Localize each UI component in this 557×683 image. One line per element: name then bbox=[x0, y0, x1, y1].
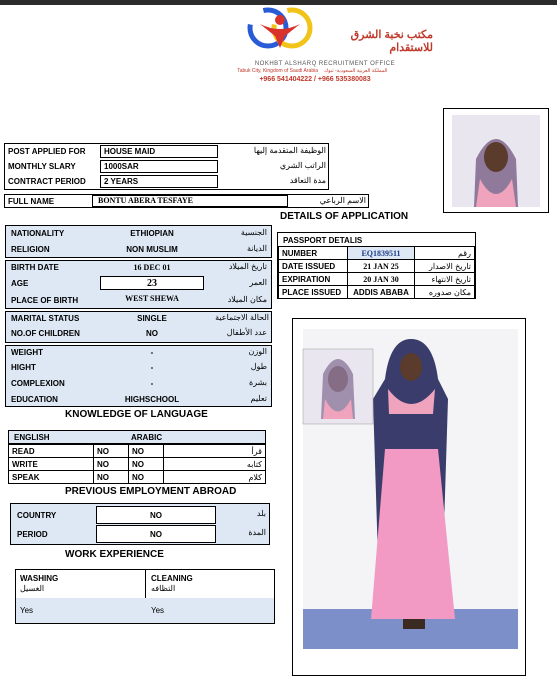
language-speak-label-ar: كلام bbox=[164, 471, 266, 484]
employment-period-label: PERIOD bbox=[17, 530, 48, 539]
passport-number-label-ar: رقم bbox=[415, 247, 475, 260]
marital-status-value: SINGLE bbox=[137, 314, 167, 323]
religion-value: NON MUSLIM bbox=[126, 245, 178, 254]
top-bar bbox=[0, 0, 557, 5]
experience-washing-label-ar: الغسيل bbox=[20, 584, 45, 593]
salary-label: MONTHLY SLARY bbox=[8, 162, 76, 171]
experience-washing-label: WASHING bbox=[20, 574, 59, 583]
complexion-label-ar: بشرة bbox=[249, 378, 267, 387]
company-name-en: NOKHBT ALSHARQ RECRUITMENT OFFICE bbox=[254, 61, 396, 67]
height-label: HIGHT bbox=[11, 363, 36, 372]
age-label: AGE bbox=[11, 279, 29, 288]
details-title: DETAILS OF APPLICATION bbox=[280, 211, 409, 222]
children-label-ar: عدد الأطفال bbox=[226, 328, 267, 337]
place-of-birth-value: WEST SHEWA bbox=[125, 294, 179, 303]
passport-row bbox=[279, 286, 475, 299]
place-of-birth-label: PLACE OF BIRTH bbox=[11, 296, 79, 305]
age-value: 23 bbox=[147, 278, 157, 289]
company-name-ar: مكتب نخبة الشرق للاستقدام bbox=[350, 29, 433, 54]
employment-period-value: NO bbox=[150, 530, 162, 539]
weight-value: - bbox=[150, 348, 154, 357]
education-label-ar: تعليم bbox=[250, 394, 267, 403]
language-col-arabic: ARABIC bbox=[131, 433, 163, 442]
marital-status-label: MARITAL STATUS bbox=[11, 314, 80, 323]
language-read-label-ar: قرأ bbox=[164, 445, 266, 458]
salary-value: 1000SAR bbox=[104, 162, 139, 171]
full-name-label-ar: الاسم الرباعي bbox=[319, 196, 366, 205]
language-speak-arabic: NO bbox=[129, 471, 164, 484]
passport-row bbox=[279, 260, 475, 273]
experience-cleaning-label: CLEANING bbox=[151, 574, 193, 583]
language-speak-label: SPEAK bbox=[9, 471, 94, 484]
employment-country-label: COUNTRY bbox=[17, 511, 57, 520]
language-row bbox=[9, 471, 266, 484]
full-name-value: BONTU ABERA TESFAYE bbox=[98, 196, 193, 205]
employment-country-value: NO bbox=[150, 511, 162, 520]
education-value: HIGHSCHOOL bbox=[124, 395, 180, 404]
marital-status-label-ar: الحالة الاجتماعية bbox=[215, 313, 269, 322]
passport-title: PASSPORT DETALIS bbox=[283, 236, 363, 245]
education-label: EDUCATION bbox=[11, 395, 58, 404]
language-table bbox=[8, 444, 266, 484]
complexion-value: - bbox=[150, 379, 154, 388]
language-write-label-ar: كتابه bbox=[164, 458, 266, 471]
place-of-birth-label-ar: مكان الميلاد bbox=[227, 295, 267, 304]
passport-row bbox=[279, 273, 475, 286]
nationality-value: ETHIOPIAN bbox=[130, 229, 174, 238]
passport-number-value: EQ1839511 bbox=[348, 247, 415, 260]
passport-issued-value: 21 JAN 25 bbox=[348, 260, 415, 273]
full-name-label: FULL NAME bbox=[8, 197, 55, 206]
religion-label: RELIGION bbox=[11, 245, 50, 254]
religion-label-ar: الديانة bbox=[246, 244, 267, 253]
contract-label: CONTRACT PERIOD bbox=[8, 177, 86, 186]
address-ar: المملكة العربية السعودية- تبوك bbox=[324, 68, 388, 74]
language-row bbox=[9, 458, 266, 471]
height-value: - bbox=[150, 363, 154, 372]
language-write-label: WRITE bbox=[9, 458, 94, 471]
post-value: HOUSE MAID bbox=[104, 147, 156, 156]
woman-portrait-icon bbox=[444, 109, 548, 212]
children-label: NO.OF CHILDREN bbox=[11, 329, 80, 338]
passport-row bbox=[279, 247, 475, 260]
woman-full-body-icon bbox=[293, 319, 525, 675]
post-label: POST APPLIED FOR bbox=[8, 147, 86, 156]
experience-title: WORK EXPERIENCE bbox=[65, 549, 164, 560]
contract-label-ar: مدة التعاقد bbox=[289, 176, 326, 185]
passport-issued-label: DATE ISSUED bbox=[279, 260, 348, 273]
language-speak-english: NO bbox=[94, 471, 129, 484]
experience-cleaning-label-ar: التظافه bbox=[151, 584, 176, 593]
contract-value: 2 YEARS bbox=[104, 177, 139, 186]
nationality-label: NATIONALITY bbox=[11, 229, 65, 238]
weight-label: WEIGHT bbox=[11, 348, 43, 357]
passport-issued-label-ar: تاريخ الاصدار bbox=[415, 260, 475, 273]
employment-period-label-ar: المدة bbox=[248, 528, 266, 537]
height-label-ar: طول bbox=[250, 362, 267, 371]
employment-title: PREVIOUS EMPLOYMENT ABROAD bbox=[65, 486, 237, 497]
profile-photo bbox=[443, 108, 549, 213]
language-row bbox=[9, 445, 266, 458]
passport-place-label: PLACE ISSUED bbox=[279, 286, 348, 299]
language-write-arabic: NO bbox=[129, 458, 164, 471]
birth-date-label: BIRTH DATE bbox=[11, 263, 59, 272]
passport-table bbox=[278, 246, 475, 299]
language-read-arabic: NO bbox=[129, 445, 164, 458]
passport-expiration-label: EXPIRATION bbox=[279, 273, 348, 286]
post-label-ar: الوظيفة المتقدمة إليها bbox=[253, 146, 326, 155]
age-label-ar: العمر bbox=[249, 278, 267, 287]
company-logo bbox=[230, 6, 433, 86]
children-value: NO bbox=[146, 329, 158, 338]
salary-label-ar: الراتب الشري bbox=[279, 161, 326, 170]
complexion-label: COMPLEXION bbox=[11, 379, 65, 388]
nationality-label-ar: الجنسية bbox=[240, 228, 267, 237]
passport-expiration-label-ar: تاريخ الانتهاء bbox=[415, 273, 475, 286]
address-en: Tabuk City, Kingdom of Saudi Arabia bbox=[237, 68, 318, 74]
birth-date-value: 16 DEC 01 bbox=[133, 263, 171, 272]
weight-label-ar: الوزن bbox=[248, 347, 267, 356]
birth-date-label-ar: تاريخ الميلاد bbox=[228, 262, 267, 271]
language-title: KNOWLEDGE OF LANGUAGE bbox=[65, 409, 208, 420]
experience-cleaning-value: Yes bbox=[151, 606, 165, 615]
experience-washing-value: Yes bbox=[20, 606, 34, 615]
passport-number-label: NUMBER bbox=[279, 247, 348, 260]
passport-expiration-value: 20 JAN 30 bbox=[348, 273, 415, 286]
full-body-photo bbox=[292, 318, 526, 676]
passport-place-value: ADDIS ABABA bbox=[348, 286, 415, 299]
language-read-label: READ bbox=[9, 445, 94, 458]
employment-country-label-ar: بلد bbox=[256, 509, 266, 518]
language-write-english: NO bbox=[94, 458, 129, 471]
language-col-english: ENGLISH bbox=[14, 433, 50, 442]
language-read-english: NO bbox=[94, 445, 129, 458]
passport-place-label-ar: مكان صدوره bbox=[415, 286, 475, 299]
phone-numbers: +966 541404222 / +966 535380083 bbox=[259, 76, 371, 83]
